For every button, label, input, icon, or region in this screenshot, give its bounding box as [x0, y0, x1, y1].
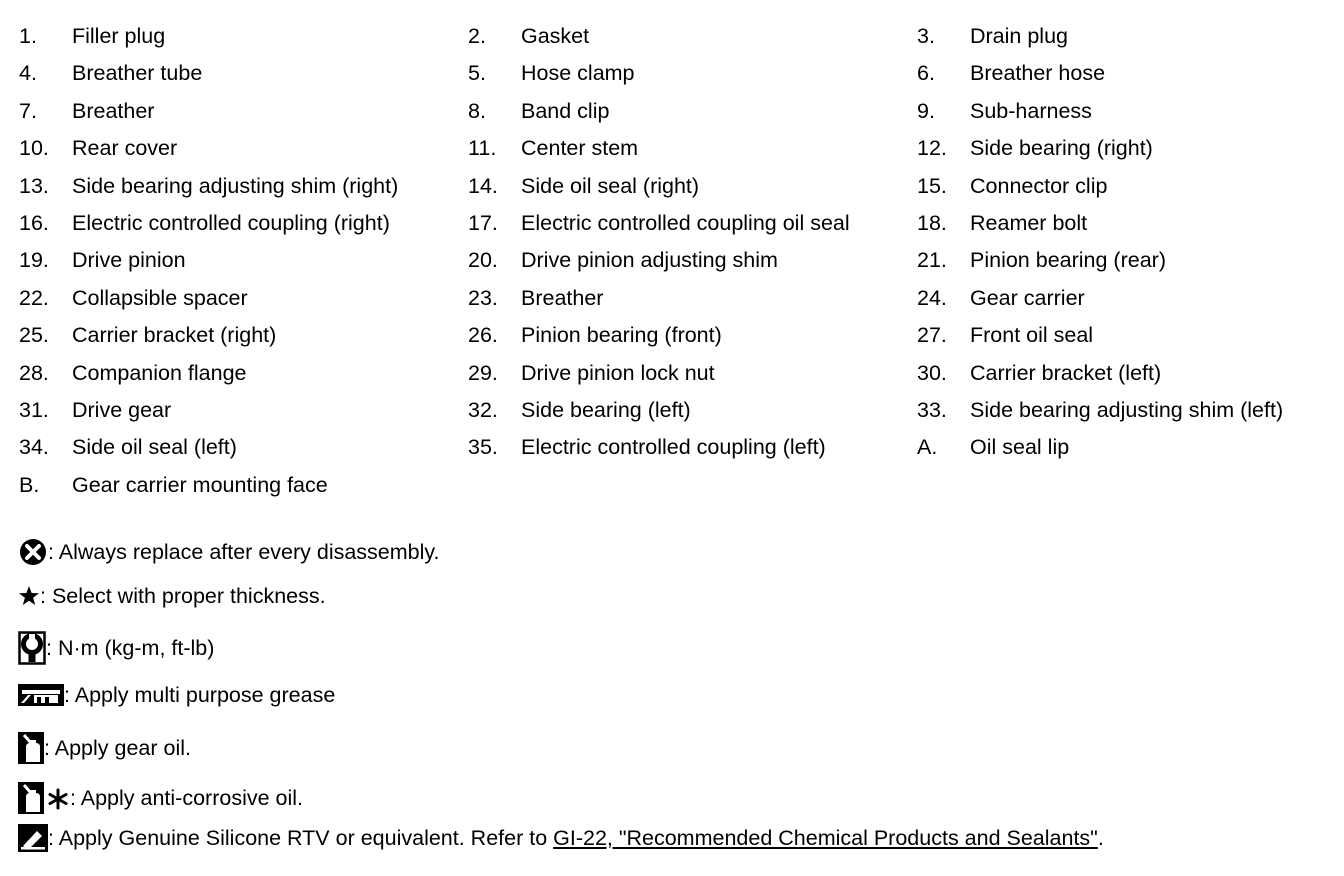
part-name: Drive pinion lock nut [521, 360, 715, 385]
part-number: 1. [19, 24, 37, 48]
part-number: 15. [917, 173, 947, 198]
oil-can-icon [18, 732, 44, 764]
part-name: Electric controlled coupling (right) [72, 211, 390, 235]
part-name: Side bearing adjusting shim (left) [970, 398, 1284, 422]
part-number: 28. [19, 360, 49, 385]
part-name: Side bearing (right) [970, 136, 1153, 161]
part-number: 31. [19, 398, 49, 422]
part-name: Breather hose [970, 61, 1106, 86]
legend-grease [18, 675, 335, 715]
part-name: Connector clip [970, 173, 1108, 198]
legend-torque-text: : N·m (kg-m, ft-lb) [46, 635, 215, 660]
sealant-tube-icon [18, 824, 48, 852]
part-number: 11. [468, 136, 497, 161]
grease-gun-icon [18, 683, 64, 707]
part-number: 14. [468, 173, 498, 198]
part-number: 32. [468, 398, 498, 422]
part-number: 35. [468, 435, 498, 460]
part-number: 3. [917, 24, 935, 48]
legend-torque [18, 628, 214, 668]
part-number: 9. [917, 98, 935, 123]
part-number: 17. [468, 211, 498, 235]
part-name: Gasket [521, 24, 590, 48]
part-number: 23. [468, 285, 498, 310]
part-name: Reamer bolt [970, 211, 1088, 235]
part-number: 4. [19, 61, 37, 86]
part-number: 33. [917, 398, 947, 422]
oil-can-asterisk-icon [18, 782, 70, 814]
part-name: Pinion bearing (front) [521, 323, 722, 348]
part-number: 26. [468, 323, 498, 348]
part-number: 22. [19, 285, 49, 310]
legend-gear-oil [18, 728, 191, 768]
part-name: Breather tube [72, 61, 203, 86]
part-number: B. [19, 472, 40, 497]
legend-replace-text: : Always replace after every disassembly. [48, 539, 440, 564]
part-name: Front oil seal [970, 323, 1094, 348]
legend-sealant-text: : Apply Genuine Silicone RTV or equivalent. Refer to [48, 825, 554, 850]
part-name: Pinion bearing (rear) [970, 248, 1166, 273]
part-name: Filler plug [72, 24, 166, 48]
torque-wrench-icon [18, 631, 46, 665]
part-number: 19. [19, 248, 49, 273]
chemical-products-link[interactable]: GI-22, "Recommended Chemical Products and Sealants" [553, 825, 1098, 850]
part-number: 2. [468, 24, 486, 48]
part-number: 12. [917, 136, 947, 161]
part-name: Band clip [521, 98, 610, 123]
part-number: 20. [468, 248, 498, 273]
legend-grease-text: : Apply multi purpose grease [64, 682, 336, 707]
part-name: Rear cover [72, 136, 178, 161]
star-icon [18, 585, 40, 607]
part-number: 27. [917, 323, 947, 348]
part-name: Oil seal lip [970, 435, 1070, 460]
part-name: Gear carrier [970, 285, 1085, 310]
part-name: Sub-harness [970, 98, 1092, 123]
part-number: 21. [917, 248, 947, 273]
part-number: 7. [19, 98, 37, 123]
legend-select [18, 576, 326, 616]
part-number: 13. [19, 173, 49, 198]
part-name: Side bearing (left) [521, 398, 691, 422]
legend-anti-corrosive [18, 778, 303, 818]
part-name: Side oil seal (right) [521, 173, 700, 198]
part-number: 18. [917, 211, 947, 235]
part-name: Hose clamp [521, 61, 635, 86]
legend-select-text: : Select with proper thickness. [40, 583, 326, 608]
part-name: Center stem [521, 136, 639, 161]
legend-gear-oil-text: : Apply gear oil. [44, 735, 192, 760]
legend-replace [18, 532, 440, 572]
part-number: 10. [19, 136, 49, 161]
part-number: 34. [19, 435, 49, 460]
part-name: Breather [72, 98, 155, 123]
part-number: 24. [917, 285, 947, 310]
part-name: Drive pinion adjusting shim [521, 248, 778, 273]
part-name: Breather [521, 285, 604, 310]
part-number: 8. [468, 98, 486, 123]
legend-sealant-suffix: . [1097, 825, 1104, 850]
part-number: 25. [19, 323, 49, 348]
part-number: 29. [468, 360, 498, 385]
part-name: Electric controlled coupling oil seal [521, 211, 850, 235]
legend-sealant [18, 818, 1104, 858]
part-name: Collapsible spacer [72, 285, 248, 310]
part-number: 6. [917, 61, 935, 86]
part-name: Carrier bracket (right) [72, 323, 277, 348]
part-number: A. [917, 435, 938, 460]
replace-x-circle-icon [18, 537, 48, 567]
part-number: 5. [468, 61, 486, 86]
part-number: 16. [19, 211, 49, 235]
part-name: Carrier bracket (left) [970, 360, 1162, 385]
legend-anti-corrosive-text: : Apply anti-corrosive oil. [70, 785, 304, 810]
part-name: Companion flange [72, 360, 247, 385]
part-name: Electric controlled coupling (left) [521, 435, 826, 460]
part-name: Drain plug [970, 24, 1068, 48]
part-name: Drive gear [72, 398, 172, 422]
part-name: Side oil seal (left) [72, 435, 237, 460]
part-name: Side bearing adjusting shim (right) [72, 173, 399, 198]
part-number: 30. [917, 360, 947, 385]
part-name: Drive pinion [72, 248, 186, 273]
part-name: Gear carrier mounting face [72, 472, 328, 497]
